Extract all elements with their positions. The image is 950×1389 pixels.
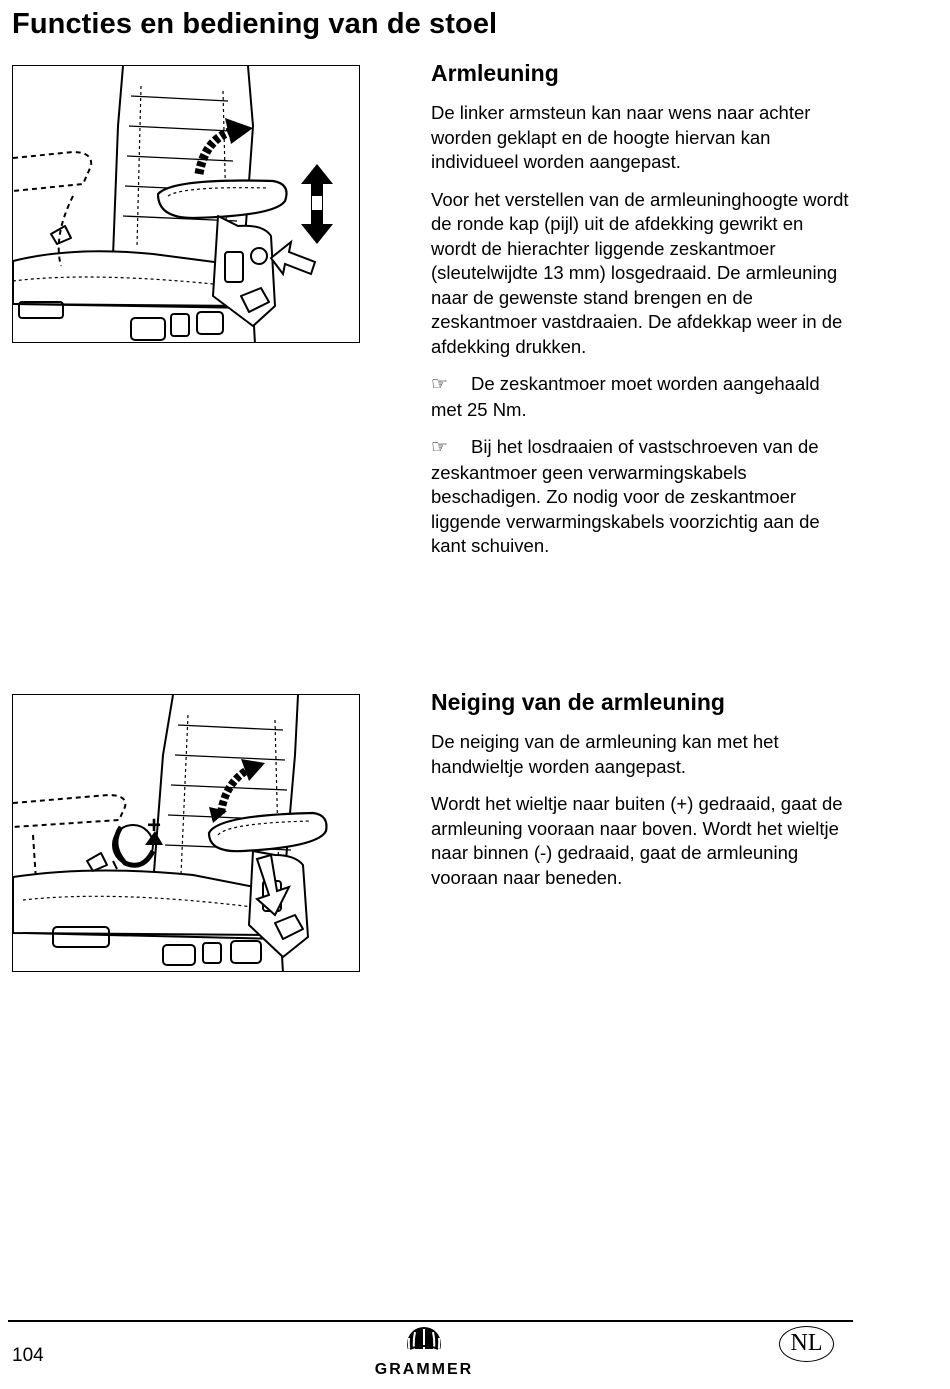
brand-name: GRAMMER xyxy=(374,1361,474,1378)
section-heading: Neiging van de armleuning xyxy=(431,689,725,715)
paragraph: Voor het verstellen van de armleuninghoogte wordt de ronde kap (pijl) uit de afdekking gewrikt en wordt de hierachter liggende zeskantmoer (sleutelwijdte 13 mm) losgedraaid. De armleuning naar de gewenste stand brengen en de zeskantmoer vastdraaien. De afdekkap weer in de afdekking drukken. xyxy=(431,188,849,357)
armrest-height-illustration xyxy=(13,66,360,343)
hand-pointer-icon: ☞ xyxy=(431,374,449,395)
language-badge: NL xyxy=(779,1326,834,1362)
hand-pointer-icon: ☞ xyxy=(431,437,449,458)
note xyxy=(431,372,851,422)
page-title: Functies en bediening van de stoel xyxy=(12,8,498,40)
armrest-tilt-figure xyxy=(12,694,360,972)
grammer-logo xyxy=(368,1325,480,1381)
plus-label: + xyxy=(147,812,162,839)
paragraph: Wordt het wieltje naar buiten (+) gedraaid, gaat de armleuning vooraan naar boven. Wordt het wieltje naar binnen (-) gedraaid, gaat de armleuning vooraan naar beneden. xyxy=(431,793,843,888)
paragraph: De neiging van de armleuning kan met het handwieltje worden aangepast. xyxy=(431,731,779,777)
section-heading: Armleuning xyxy=(431,60,559,86)
armrest-tilt-illustration xyxy=(13,695,360,972)
armrest-height-figure xyxy=(12,65,360,343)
armrest-tilt-section xyxy=(431,689,851,903)
note-text: De zeskantmoer moet worden aangehaald met 25 Nm. xyxy=(431,373,820,420)
armrest-section xyxy=(431,60,851,572)
footer-divider xyxy=(8,1320,853,1322)
note-text: Bij het losdraaien of vastschroeven van de zeskantmoer geen verwarmingskabels beschadigen. Zo nodig voor de zeskantmoer liggende verwarmingskabels voorzichtig aan de kant schuiven. xyxy=(431,436,820,556)
paragraph: De linker armsteun kan naar wens naar achter worden geklapt en de hoogte hiervan kan individueel worden aangepast. xyxy=(431,102,811,172)
note xyxy=(431,435,851,559)
page-number: 104 xyxy=(12,1345,44,1366)
grammer-logo-icon xyxy=(368,1325,480,1361)
